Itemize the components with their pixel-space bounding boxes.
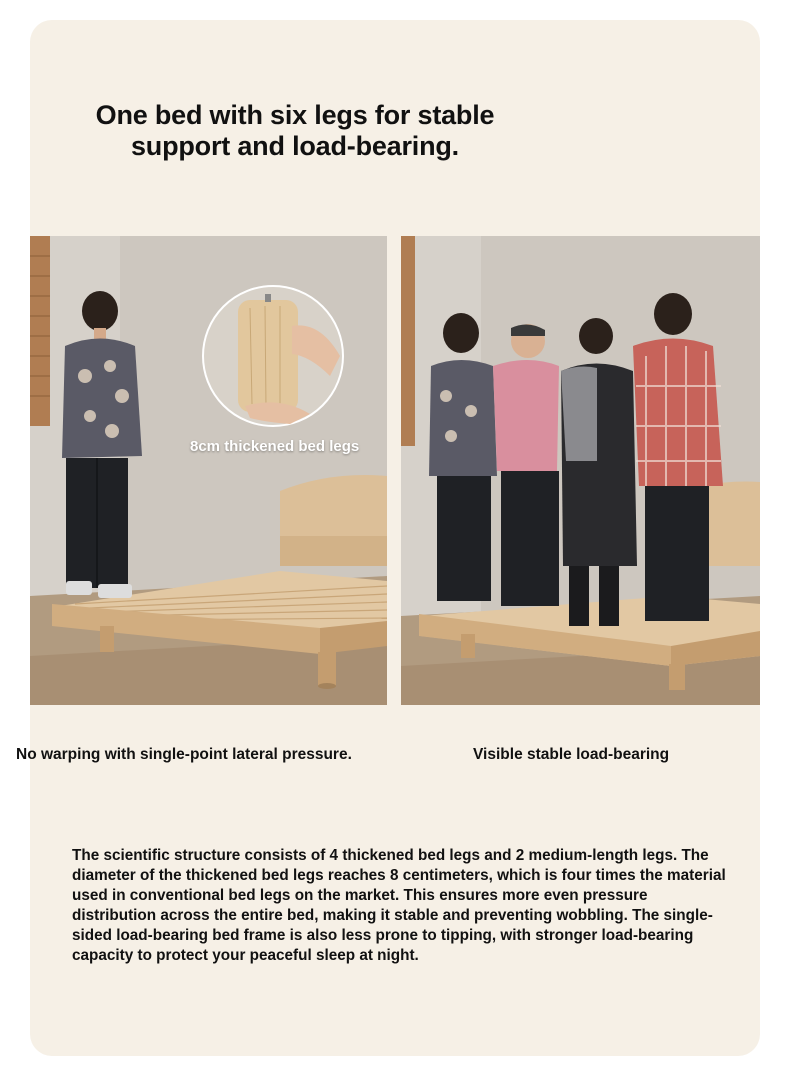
title-line-1: One bed with six legs for stable [95, 100, 495, 130]
page-title [70, 100, 520, 162]
description-paragraph: The scientific structure consists of 4 thickened bed legs and 2 medium-length legs. The diameter of the thickened bed legs reaches 8 centimeters, which is four times the material used in conventional bed legs on the market. This ensures more even pressure distribution across the entire bed, making it stable and preventing wobbling. The single-sided load-bearing bed frame is also less prone to tipping, with stronger load-bearing capacity to protect your peaceful sleep at night. [72, 847, 726, 964]
four-people-illustration [401, 236, 760, 705]
single-person-bed-photo [30, 236, 387, 705]
right-photo-caption: Visible stable load-bearing [473, 746, 670, 763]
bed-leg-inset-label: 8cm thickened bed legs [190, 438, 360, 455]
single-person-illustration [30, 236, 387, 705]
four-people-bed-photo [401, 236, 760, 705]
title-line-2: support and load-bearing. [130, 131, 459, 161]
left-photo-caption: No warping with single-point lateral pressure. [16, 746, 352, 763]
